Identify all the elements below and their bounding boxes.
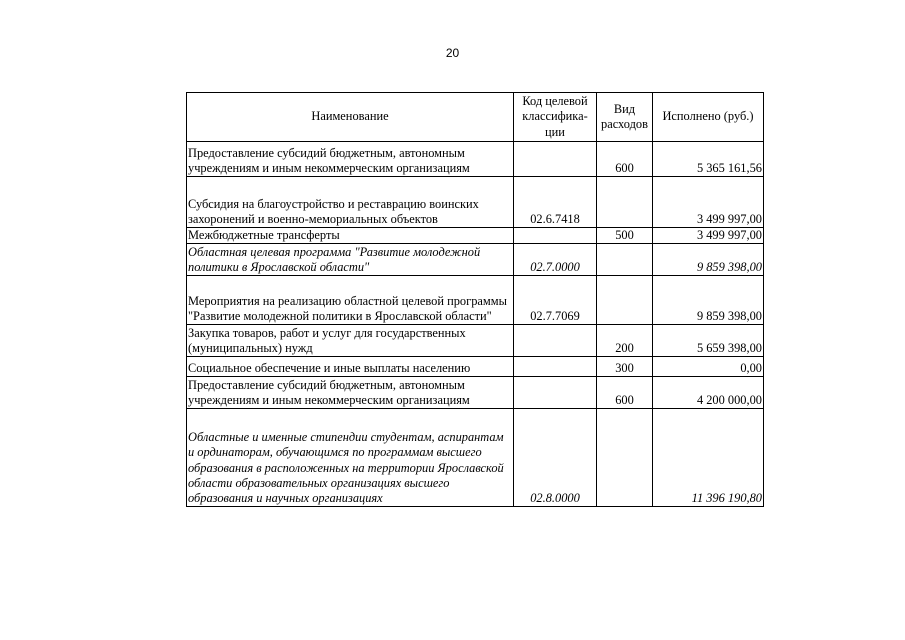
table-row: [187, 228, 764, 244]
cell-amount: 3 499 997,00: [653, 177, 764, 228]
cell-name: Субсидия на благоустройство и реставрацию воинских захоронений и военно-мемориальных объектов: [187, 177, 514, 228]
header-amount: Исполнено (руб.): [653, 93, 764, 142]
cell-amount: 9 859 398,00: [653, 276, 764, 325]
cell-type: [597, 409, 653, 507]
table-body: [187, 142, 764, 507]
cell-name: Мероприятия на реализацию областной целевой программы "Развитие молодежной политики в Ярославской области": [187, 276, 514, 325]
cell-name: Предоставление субсидий бюджетным, автономным учреждениям и иным некоммерческим организациям: [187, 377, 514, 409]
cell-code: [514, 325, 597, 357]
page-number: 20: [445, 46, 460, 60]
table-row: [187, 177, 764, 228]
table-header-row: [187, 93, 764, 142]
cell-name: Социальное обеспечение и иные выплаты населению: [187, 357, 514, 377]
table-row: [187, 325, 764, 357]
header-name: Наименование: [187, 93, 514, 142]
cell-amount: 0,00: [653, 357, 764, 377]
cell-name: Областные и именные стипендии студентам, аспирантам и ординаторам, обучающимся по программам высшего образования в расположенных на территории Ярославской области образовательных организациях высшего образования и научных организациях: [187, 409, 514, 507]
cell-code: [514, 228, 597, 244]
cell-type: [597, 244, 653, 276]
cell-code: [514, 377, 597, 409]
cell-code: [514, 142, 597, 177]
table-row: [187, 276, 764, 325]
cell-type: 600: [597, 142, 653, 177]
table-row: [187, 377, 764, 409]
budget-table: [186, 92, 764, 507]
cell-amount: 5 659 398,00: [653, 325, 764, 357]
cell-amount: 5 365 161,56: [653, 142, 764, 177]
cell-amount: 11 396 190,80: [653, 409, 764, 507]
cell-amount: 4 200 000,00: [653, 377, 764, 409]
header-code: Код целевой классифика-ции: [514, 93, 597, 142]
table-row: [187, 142, 764, 177]
cell-code: 02.7.0000: [514, 244, 597, 276]
cell-name: Областная целевая программа "Развитие молодежной политики в Ярославской области": [187, 244, 514, 276]
cell-amount: 9 859 398,00: [653, 244, 764, 276]
cell-code: 02.6.7418: [514, 177, 597, 228]
cell-type: 300: [597, 357, 653, 377]
table-row: [187, 244, 764, 276]
cell-amount: 3 499 997,00: [653, 228, 764, 244]
cell-name: Предоставление субсидий бюджетным, автономным учреждениям и иным некоммерческим организациям: [187, 142, 514, 177]
cell-type: 500: [597, 228, 653, 244]
table-row: [187, 357, 764, 377]
cell-type: [597, 276, 653, 325]
cell-name: Межбюджетные трансферты: [187, 228, 514, 244]
header-type: Вид расходов: [597, 93, 653, 142]
cell-code: 02.8.0000: [514, 409, 597, 507]
table-row: [187, 409, 764, 507]
cell-code: [514, 357, 597, 377]
cell-type: 600: [597, 377, 653, 409]
cell-code: 02.7.7069: [514, 276, 597, 325]
cell-type: 200: [597, 325, 653, 357]
cell-type: [597, 177, 653, 228]
cell-name: Закупка товаров, работ и услуг для государственных (муниципальных) нужд: [187, 325, 514, 357]
